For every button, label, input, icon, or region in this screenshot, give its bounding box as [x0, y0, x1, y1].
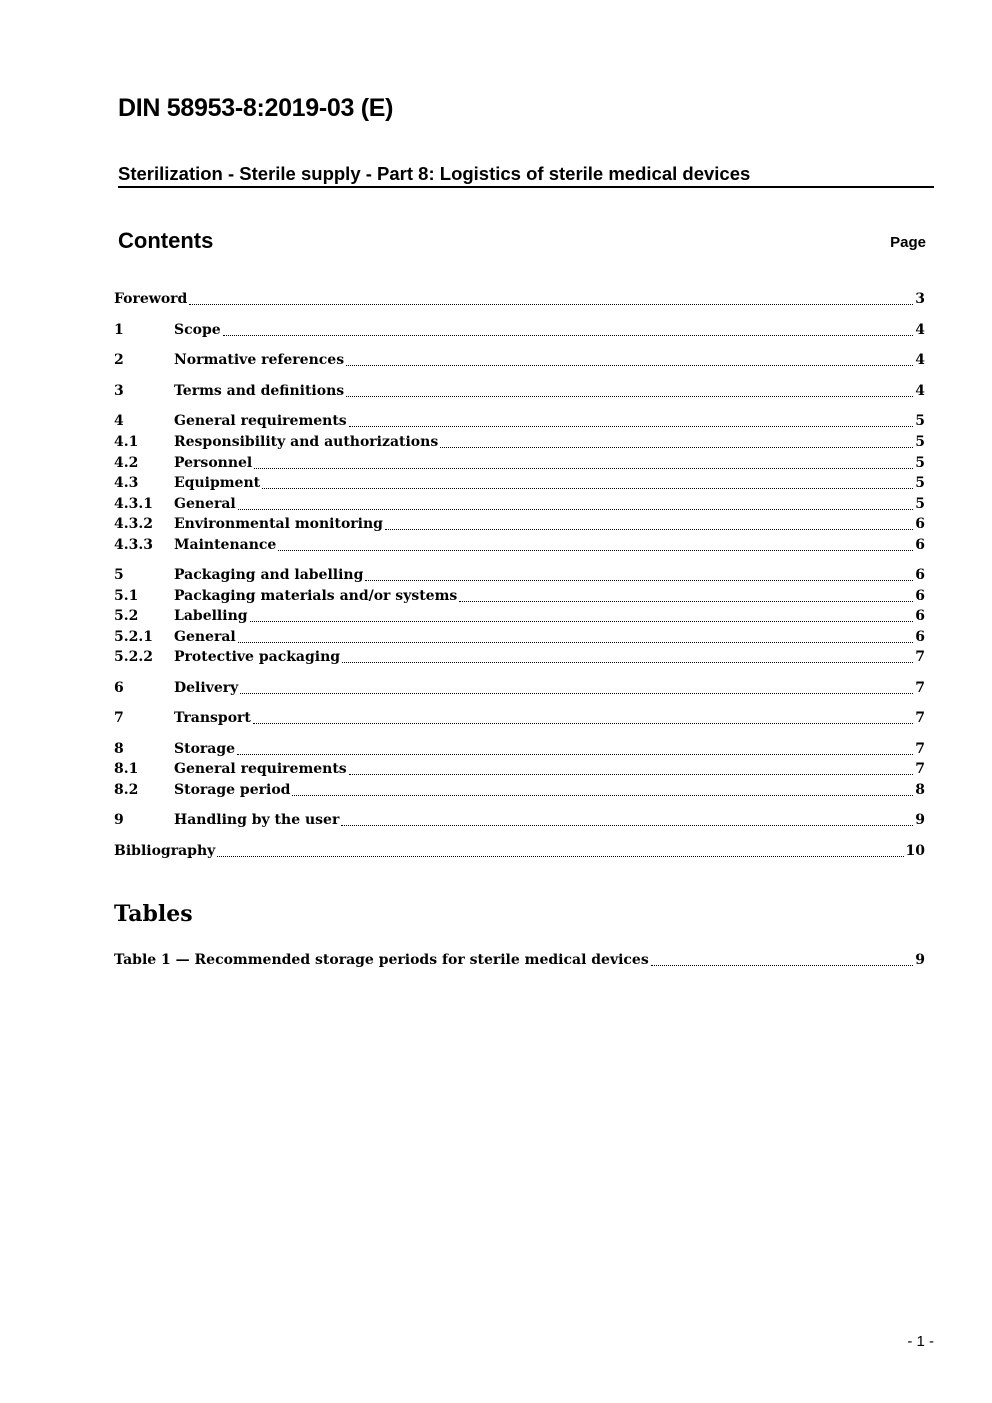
toc-entry-number: 4.3.2	[114, 516, 153, 532]
toc-entry-page: 7	[915, 741, 925, 757]
toc-entry-title: General requirements	[174, 413, 347, 429]
toc-leader-dots	[238, 506, 914, 510]
toc-entry[interactable]	[114, 411, 925, 431]
toc-entry-page: 9	[915, 812, 925, 828]
toc-entry-page: 7	[915, 710, 925, 726]
toc-entry-page: 5	[915, 496, 925, 512]
toc-entry-title: Bibliography	[114, 843, 216, 859]
toc-entry-title: Storage period	[174, 782, 291, 798]
toc-entry[interactable]	[114, 381, 925, 401]
toc-entry-title: Storage	[174, 741, 236, 757]
toc-entry-page: 4	[915, 352, 925, 368]
toc-entry[interactable]	[114, 759, 925, 779]
toc-entry-page: 5	[915, 455, 925, 471]
toc-entry-title: Maintenance	[174, 537, 277, 553]
toc-entry-number: 2	[114, 352, 124, 368]
toc-entry[interactable]	[114, 780, 925, 800]
toc-entry-page: 8	[915, 782, 925, 798]
toc-entry-number: 3	[114, 383, 124, 399]
toc-entry[interactable]	[114, 708, 925, 728]
toc-entry-number: 4.3.1	[114, 496, 153, 512]
toc-entry-number: 4.2	[114, 455, 139, 471]
page-number: - 1 -	[907, 1333, 934, 1350]
toc-entry[interactable]	[114, 514, 925, 534]
toc-entry-number: 8.1	[114, 761, 139, 777]
toc-entry-title: Personnel	[174, 455, 253, 471]
toc-entry-page: 6	[915, 567, 925, 583]
toc-entry-page: 4	[915, 322, 925, 338]
toc-entry-title: General	[174, 496, 236, 512]
toc-entry-page: 7	[915, 649, 925, 665]
toc-entry-number: 4	[114, 413, 124, 429]
page-column-heading: Page	[890, 234, 926, 251]
toc-entry[interactable]	[114, 565, 925, 585]
toc-entry-number: 5	[114, 567, 124, 583]
toc-entry-number: 1	[114, 322, 124, 338]
toc-leader-dots	[240, 690, 913, 694]
toc-entry-page: 6	[915, 537, 925, 553]
toc-entry-number: 7	[114, 710, 124, 726]
toc-entry[interactable]	[114, 350, 925, 370]
toc-entry-number: 6	[114, 680, 124, 696]
toc-entry-title: Protective packaging	[174, 649, 341, 665]
toc-entry-page: 6	[915, 516, 925, 532]
toc-leader-dots	[459, 598, 913, 602]
toc-entry-title: Foreword	[114, 291, 188, 307]
toc-entry[interactable]	[114, 432, 925, 452]
toc-entry-title: Scope	[174, 322, 221, 338]
toc-leader-dots	[292, 792, 913, 796]
toc-entry-title: Environmental monitoring	[174, 516, 383, 532]
toc-entry[interactable]	[114, 320, 925, 340]
toc-entry[interactable]	[114, 606, 925, 626]
toc-entry-page: 5	[915, 413, 925, 429]
toc-entry-number: 8.2	[114, 782, 139, 798]
toc-entry-title: Delivery	[174, 680, 239, 696]
toc-entry-title: Packaging and labelling	[174, 567, 364, 583]
toc-entry[interactable]	[114, 678, 925, 698]
toc-leader-dots	[385, 526, 913, 530]
toc-leader-dots	[217, 853, 903, 857]
toc-entry[interactable]	[114, 647, 925, 667]
toc-leader-dots	[349, 771, 914, 775]
toc-leader-dots	[278, 547, 913, 551]
toc-entry-page: 6	[915, 608, 925, 624]
toc-leader-dots	[342, 659, 913, 663]
toc-entry-title: Equipment	[174, 475, 261, 491]
tables-heading: Tables	[114, 901, 193, 927]
toc-leader-dots	[440, 444, 913, 448]
toc-leader-dots	[253, 720, 913, 724]
toc-leader-dots	[651, 962, 914, 966]
toc-leader-dots	[250, 618, 914, 622]
toc-entry-page: 6	[915, 588, 925, 604]
toc-entry-page: 5	[915, 434, 925, 450]
toc-entry-number: 4.1	[114, 434, 139, 450]
toc-entry-number: 5.2	[114, 608, 139, 624]
toc-leader-dots	[349, 423, 914, 427]
toc-entry-number: 5.2.1	[114, 629, 153, 645]
toc-entry[interactable]	[114, 627, 925, 647]
toc-entry-title: General requirements	[174, 761, 347, 777]
toc-entry-number: 9	[114, 812, 124, 828]
table-list-entry[interactable]	[114, 950, 925, 970]
toc-entry-number: 4.3	[114, 475, 139, 491]
toc-leader-dots	[262, 485, 913, 489]
document-title: DIN 58953-8:2019-03 (E)	[118, 94, 394, 122]
toc-entry-number: 5.2.2	[114, 649, 153, 665]
toc-entry[interactable]	[114, 739, 925, 759]
toc-entry-title: Transport	[174, 710, 251, 726]
toc-entry[interactable]	[114, 289, 925, 309]
table-entry-page: 9	[915, 952, 925, 968]
toc-entry-page: 4	[915, 383, 925, 399]
toc-entry-page: 6	[915, 629, 925, 645]
toc-entry-title: Labelling	[174, 608, 248, 624]
toc-leader-dots	[341, 822, 913, 826]
toc-leader-dots	[346, 393, 913, 397]
toc-entry[interactable]	[114, 494, 925, 514]
toc-leader-dots	[223, 332, 914, 336]
toc-leader-dots	[189, 301, 913, 305]
toc-entry-title: Normative references	[174, 352, 345, 368]
toc-entry-page: 5	[915, 475, 925, 491]
contents-heading: Contents	[118, 228, 214, 253]
toc-entry-title: Handling by the user	[174, 812, 340, 828]
toc-entry[interactable]	[114, 535, 925, 555]
toc-entry-title: General	[174, 629, 236, 645]
toc-entry-page: 7	[915, 761, 925, 777]
table-entry-title: Table 1 — Recommended storage periods for sterile medical devices	[114, 952, 649, 968]
toc-leader-dots	[237, 751, 913, 755]
toc-entry[interactable]	[114, 841, 925, 861]
toc-leader-dots	[346, 362, 913, 366]
toc-entry-page: 10	[905, 843, 925, 859]
toc-entry-number: 4.3.3	[114, 537, 153, 553]
toc-entry-title: Terms and definitions	[174, 383, 345, 399]
toc-entry-title: Packaging materials and/or systems	[174, 588, 458, 604]
toc-entry[interactable]	[114, 586, 925, 606]
toc-entry[interactable]	[114, 453, 925, 473]
toc-leader-dots	[238, 639, 914, 643]
toc-leader-dots	[365, 577, 913, 581]
toc-entry-page: 3	[915, 291, 925, 307]
toc-entry[interactable]	[114, 810, 925, 830]
toc-entry[interactable]	[114, 473, 925, 493]
toc-entry-page: 7	[915, 680, 925, 696]
toc-entry-number: 5.1	[114, 588, 139, 604]
document-subtitle: Sterilization - Sterile supply - Part 8: Logistics of sterile medical devices	[118, 163, 934, 188]
toc-entry-title: Responsibility and authorizations	[174, 434, 439, 450]
toc-entry-number: 8	[114, 741, 124, 757]
toc-leader-dots	[254, 465, 913, 469]
